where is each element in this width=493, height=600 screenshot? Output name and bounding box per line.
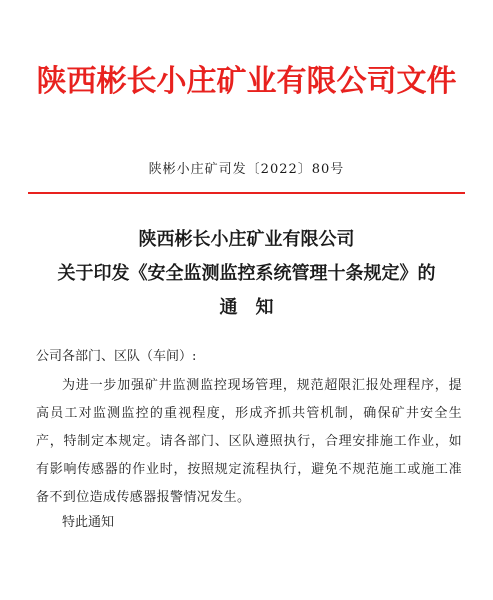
notice-title-line-1: 陕西彬长小庄矿业有限公司	[138, 229, 355, 250]
salutation: 公司各部门、区队（车间）:	[36, 349, 197, 364]
notice-title-line-3: 通知	[219, 297, 292, 318]
closing-text: 特此通知	[62, 515, 115, 530]
notice-title-line-2: 关于印发《安全监测监控系统管理十条规定》的	[57, 263, 436, 284]
red-divider-line	[28, 192, 465, 194]
red-header-title: 陕西彬长小庄矿业有限公司文件	[36, 64, 457, 99]
body-paragraph: 为进一步加强矿井监测监控现场管理，规范超限汇报处理程序，提高员工对监测监控的重视程度，形成齐抓共管机制，确保矿井安全生产，特制定本规定。请各部门、区队遵照执行，合理安排施工作业，如有影响传感器的作业时，按照规定流程执行，避免不规范施工或施工准备不到位造成传感器报警情况发生。	[36, 378, 462, 505]
document-number: 陕彬小庄矿司发〔2022〕80号	[148, 162, 345, 177]
